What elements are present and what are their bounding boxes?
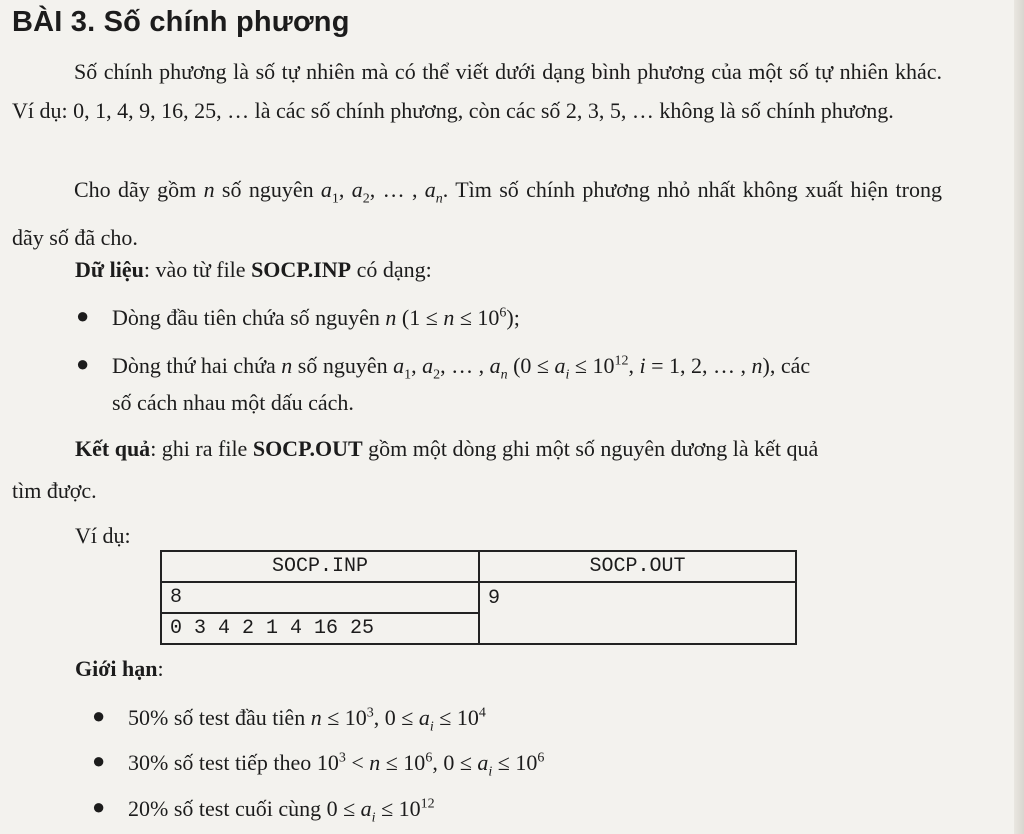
page-edge	[1014, 0, 1024, 834]
intro-paragraph: Số chính phương là số tự nhiên mà có thể viết dưới dạng bình phương của một số tự nhiên khác. Ví dụ: 0, 1, 4, 9, 16, 25, … là các số chính phương, còn các số 2, 3, 5, … không là số chính phương.	[12, 59, 942, 123]
problem-title: BÀI 3. Số chính phương	[12, 6, 350, 38]
table-header-output: SOCP.OUT	[479, 551, 796, 582]
limit-item-2: 30% số test tiếp theo $10^3 < n \le 10^6$, $0 \le a_i \le 10^6$	[128, 750, 545, 780]
input-bullet-1: Dòng đầu tiên chứa số nguyên n $(1 \le n \le 10^6)$;	[112, 305, 520, 330]
bullet-icon: ●	[76, 303, 90, 328]
table-header-row	[161, 551, 796, 582]
output-cont: tìm được.	[12, 478, 97, 503]
task-paragraph: Cho dãy gồm n số nguyên $a_1$, $a_2$, … , $a_n$. Tìm số chính phương nhỏ nhất không xuất hiện trong dãy số đã cho.	[12, 177, 942, 251]
table-cell: 8	[161, 582, 479, 613]
table-cell: 9	[479, 582, 796, 613]
table-row	[161, 613, 796, 644]
limit-item-1: 50% số test đầu tiên $n \le 10^3$, $0 \le a_i \le 10^4$	[128, 705, 486, 735]
bullet-icon: ●	[92, 794, 106, 819]
table-header-input: SOCP.INP	[161, 551, 479, 582]
table-row	[161, 582, 796, 613]
input-bullet-2: Dòng thứ hai chứa n số nguyên $a_1$, $a_2$, … , $a_n$ ($0 \le a_i \le 10^{12}$, i = 1, 2, … , n), các	[112, 353, 811, 383]
bullet-icon: ●	[92, 748, 106, 773]
limit-item-3: 20% số test cuối cùng $0 \le a_i \le 10^{12}$	[128, 796, 435, 826]
example-table	[160, 550, 797, 645]
output-heading: Kết quả: ghi ra file SOCP.OUT gồm một dòng ghi một số nguyên dương là kết quả	[75, 436, 819, 461]
limits-heading: Giới hạn:	[75, 656, 164, 681]
example-label: Ví dụ:	[75, 523, 131, 548]
input-heading: Dữ liệu: vào từ file SOCP.INP có dạng:	[75, 257, 432, 282]
table-cell	[479, 613, 796, 644]
input-bullet-2-cont: số cách nhau một dấu cách.	[112, 390, 354, 415]
table-cell: 0 3 4 2 1 4 16 25	[161, 613, 479, 644]
bullet-icon: ●	[76, 351, 90, 376]
bullet-icon: ●	[92, 703, 106, 728]
